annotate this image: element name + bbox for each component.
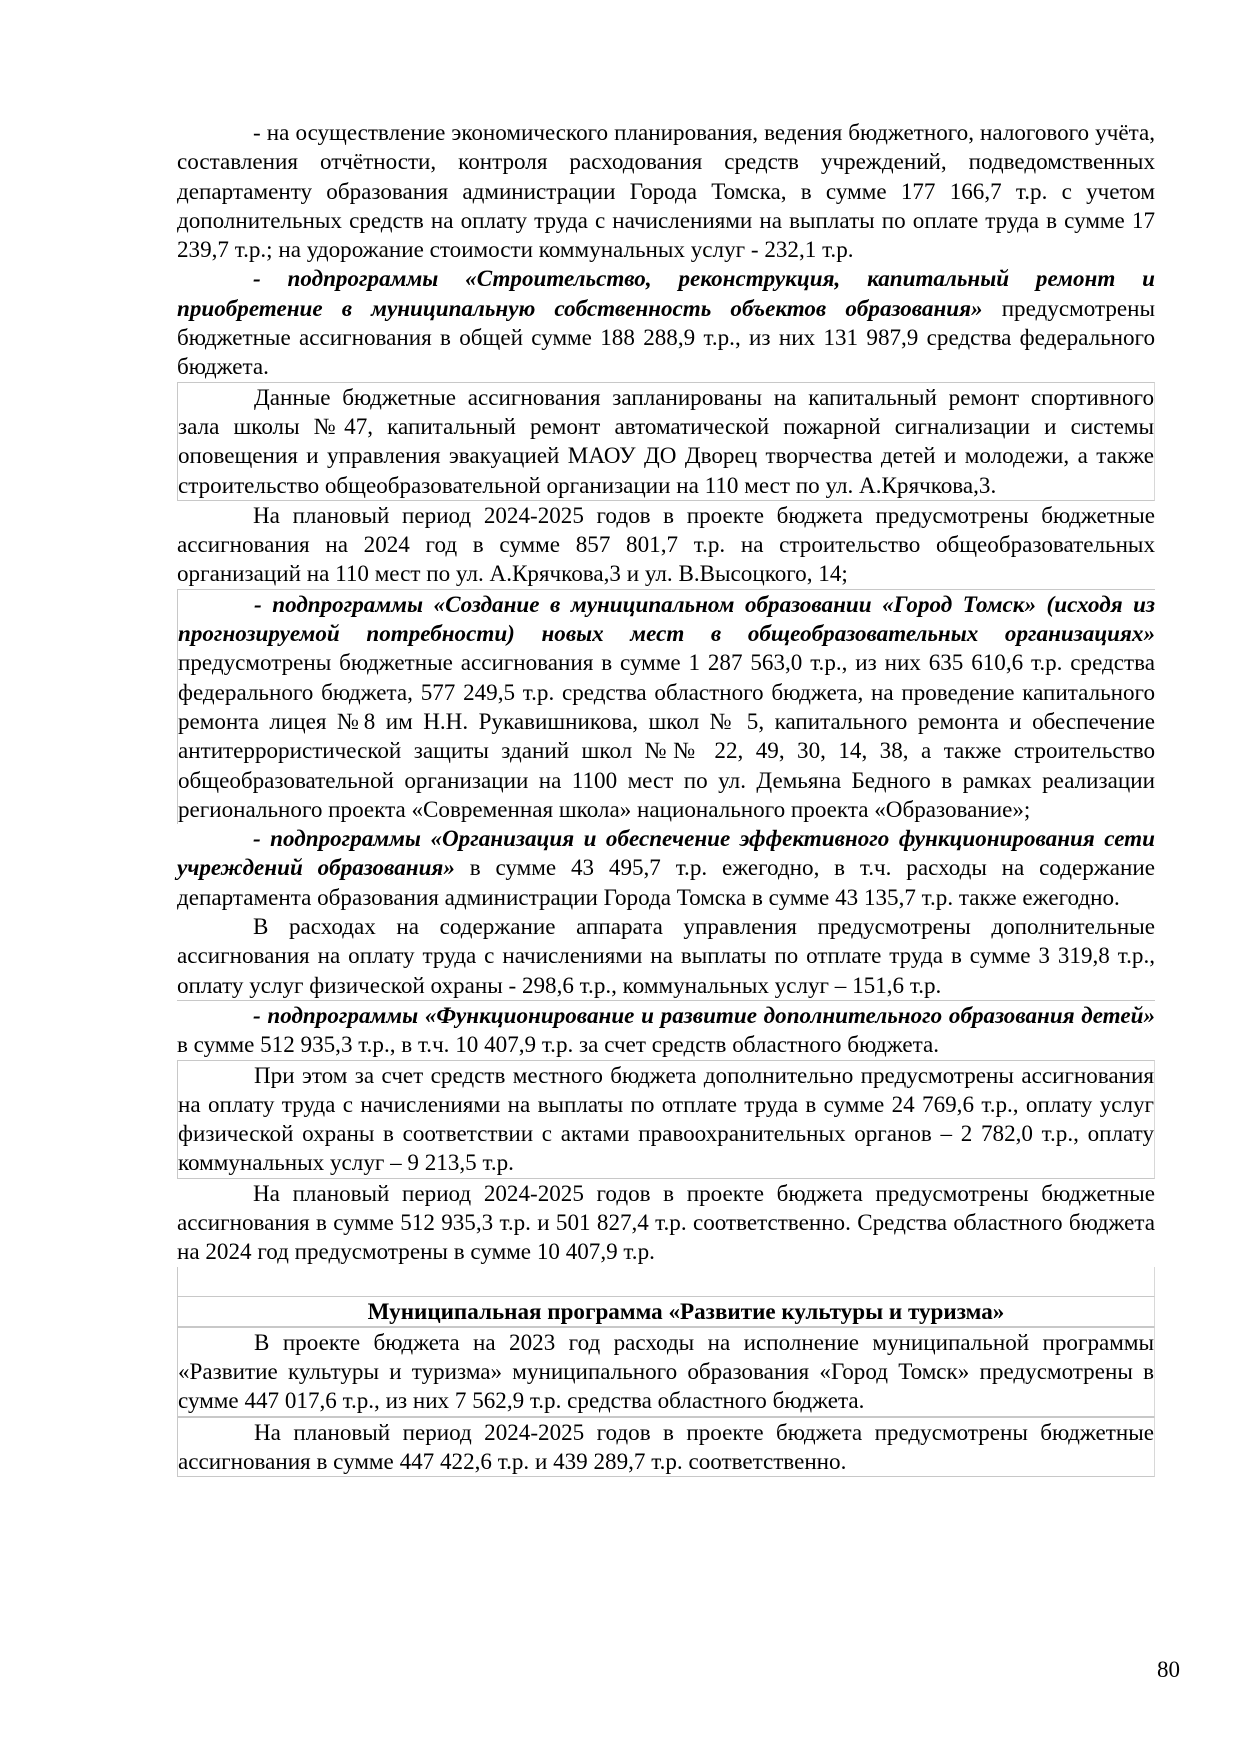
- subprogram-title-network: - подпрограммы «Организация и обеспечение эффективного функционирования сети учреждений образования»: [177, 825, 1155, 881]
- subprogram-new-places-text: предусмотрены бюджетные ассигнования в сумме 1 287 563,0 т.р., из них 635 610,6 т.р. средства федерального бюджета, 577 249,5 т.р. средства областного бюджета, на проведение капитального ремонта лицея №8 им Н.Н. Рукавишникова, школ № 5, капитального ремонта и обеспечение антитеррористической защиты зданий школ №№ 22, 49, 30, 14, 38, а также строительство общеобразовательной организации на 1100 мест по ул. Демьяна Бедного в рамках реализации регионального проекта «Современная школа» национального проекта «Образование»;: [178, 649, 1155, 822]
- paragraph-planning-2024-2025-education: На плановый период 2024-2025 годов в проекте бюджета предусмотрены бюджетные ассигнования в сумме 512 935,3 т.р. и 501 827,4 т.р. соответственно. Средства областного бюджета на 2024 год предусмотрены в сумме 10 407,9 т.р.: [177, 1179, 1155, 1265]
- subprogram-title-construction: - подпрограммы «Строительство, реконструкция, капитальный ремонт и приобретение в муниципальную собственность объектов образования»: [177, 265, 1155, 321]
- paragraph-construction-subprogram: [177, 264, 1155, 381]
- paragraph-additional-education-subprogram: [177, 1000, 1155, 1060]
- paragraph-construction-details: Данные бюджетные ассигнования запланированы на капитальный ремонт спортивного зала школы №47, капитальный ремонт автоматической пожарной сигнализации и системы оповещения и управления эвакуацией МАОУ ДО Дворец творчества детей и молодежи, а также строительство общеобразовательной организации на 110 мест по ул. А.Крячкова,3.: [177, 382, 1155, 501]
- paragraph-culture-planning-2024-2025: На плановый период 2024-2025 годов в проекте бюджета предусмотрены бюджетные ассигнования в сумме 447 422,6 т.р. и 439 289,7 т.р. соответственно.: [177, 1417, 1155, 1478]
- section-heading-culture-tourism: Муниципальная программа «Развитие культуры и туризма»: [177, 1296, 1155, 1327]
- document-body: [177, 118, 1155, 1477]
- paragraph-new-places-subprogram: [177, 590, 1155, 824]
- subprogram-title-additional-education: - подпрограммы «Функционирование и развитие дополнительного образования детей»: [253, 1001, 1155, 1028]
- paragraph-network-subprogram: [177, 824, 1155, 912]
- subprogram-additional-education-text: в сумме 512 935,3 т.р., в т.ч. 10 407,9 т.р. за счет средств областного бюджета.: [177, 1031, 940, 1058]
- subprogram-construction-text: предусмотрены бюджетные ассигнования в общей сумме 188 288,9 т.р., из них 131 987,9 средства федерального бюджета.: [177, 294, 1156, 380]
- paragraph-management-expenses: В расходах на содержание аппарата управления предусмотрены дополнительные ассигнования на оплату труда с начислениями на выплаты по отплате труда в сумме 3 319,8 т.р., оплату услуг физической охраны - 298,6 т.р., коммунальных услуг – 151,6 т.р.: [177, 913, 1155, 998]
- paragraph-accounting: - на осуществление экономического планирования, ведения бюджетного, налогового учёта, составления отчётности, контроля расходования средств учреждений, подведомственных департаменту образования администрации Города Томска, в сумме 177 166,7 т.р. с учетом дополнительных средств на оплату труда с начислениями на выплаты по оплате труда в сумме 17 239,7 т.р.; на удорожание стоимости коммунальных услуг - 232,1 т.р.: [177, 119, 1155, 263]
- subprogram-network-text: в сумме 43 495,7 т.р. ежегодно, в т.ч. расходы на содержание департамента образования администрации Города Томска в сумме 43 135,7 т.р. также ежегодно.: [177, 854, 1155, 910]
- blank-line: [177, 1267, 1155, 1296]
- paragraph-planning-2024-2025-construction: На плановый период 2024-2025 годов в проекте бюджета предусмотрены бюджетные ассигнования на 2024 год в сумме 857 801,7 т.р. на строительство общеобразовательных организаций на 110 мест по ул. А.Крячкова,3 и ул. В.Высоцкого, 14;: [177, 501, 1155, 590]
- paragraph-culture-budget-2023: В проекте бюджета на 2023 год расходы на исполнение муниципальной программы «Развитие культуры и туризма» муниципального образования «Город Томск» предусмотрены в сумме 447 017,6 т.р., из них 7 562,9 т.р. средства областного бюджета.: [177, 1327, 1155, 1417]
- subprogram-title-new-places: - подпрограммы «Создание в муниципальном образовании «Город Томск» (исходя из прогнозируемой потребности) новых мест в общеобразовательных организациях»: [178, 590, 1155, 647]
- page-number: 80: [1157, 1657, 1180, 1682]
- paragraph-local-budget: При этом за счет средств местного бюджета дополнительно предусмотрены ассигнования на оплату труда с начислениями на выплаты по отплате труда в сумме 24 769,6 т.р., оплату услуг физической охраны в соответствии с актами правоохранительных органов – 2 782,0 т.р., оплату коммунальных услуг – 9 213,5 т.р.: [177, 1060, 1155, 1179]
